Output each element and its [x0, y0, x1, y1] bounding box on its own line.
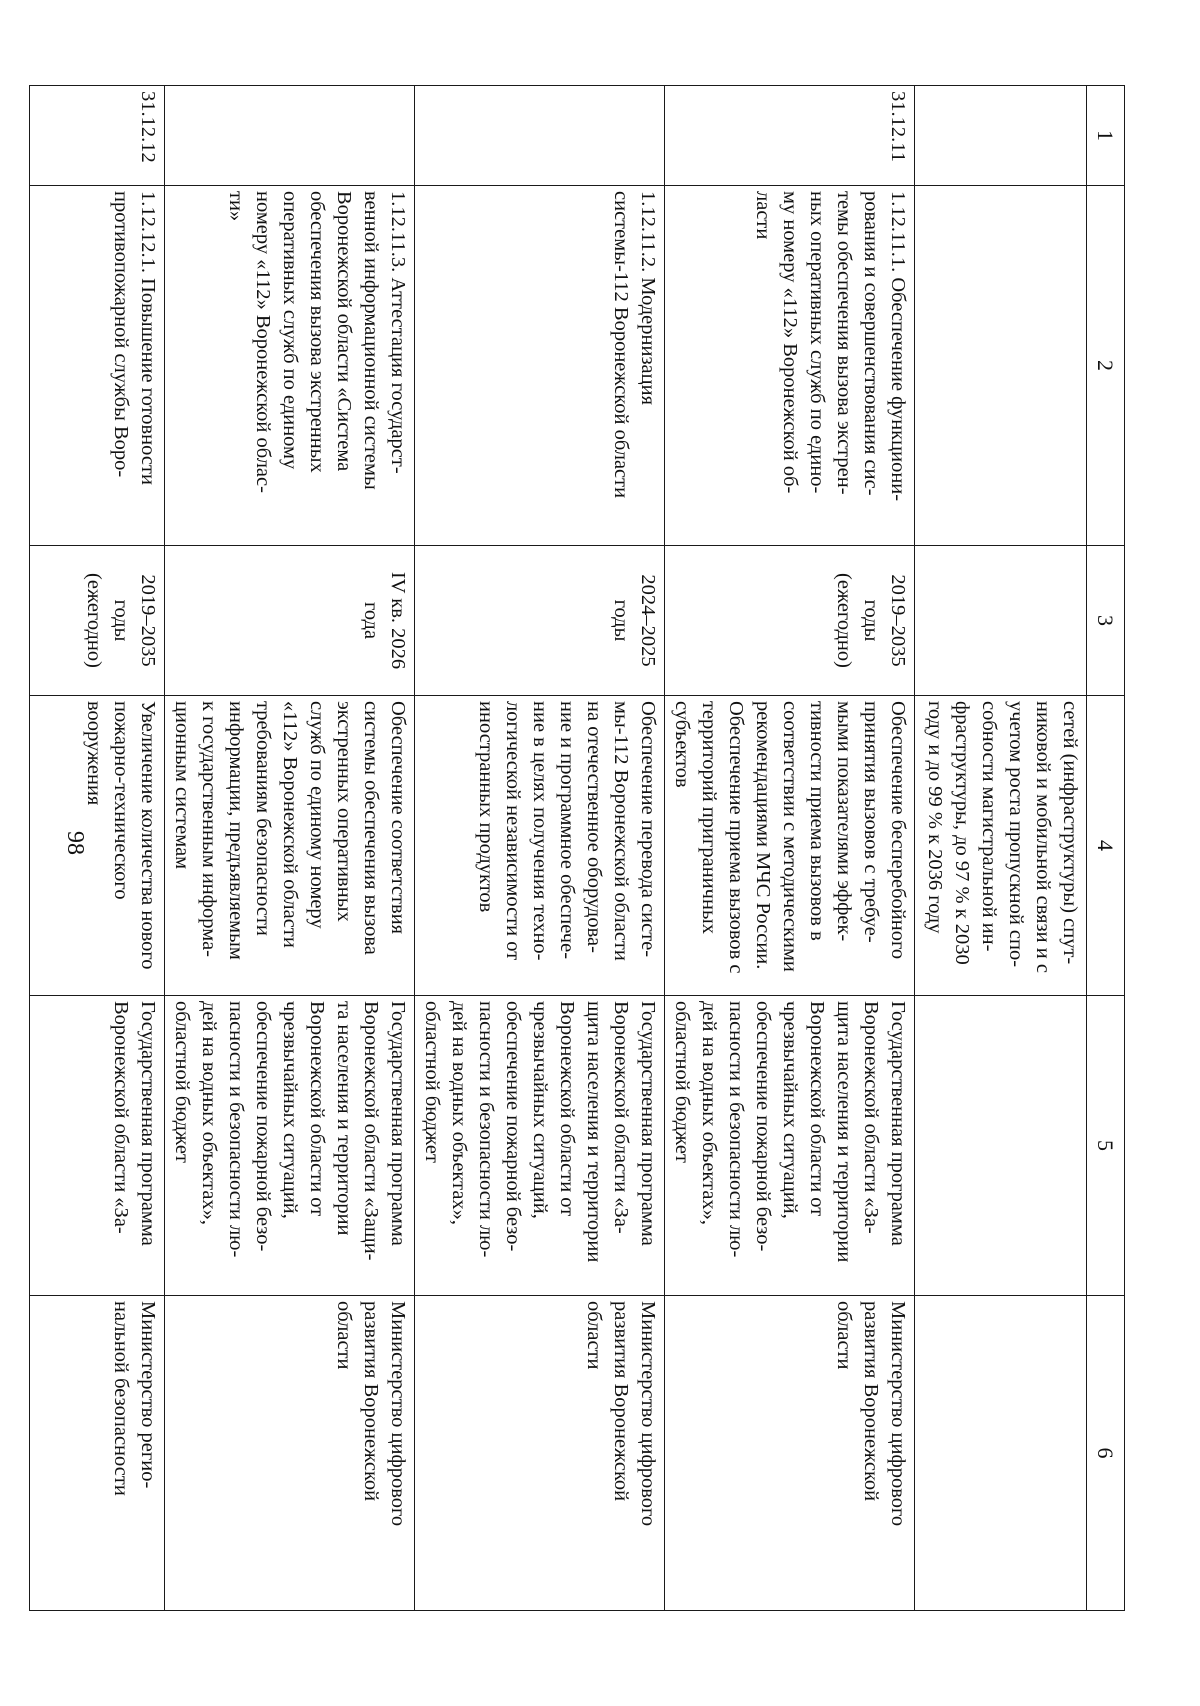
period-cell	[915, 546, 1087, 696]
column-number-6: 6	[1087, 1296, 1125, 1611]
page-number: 98	[62, 831, 88, 855]
period-cell: 2019–2035 годы (ежегодно)	[665, 546, 915, 696]
code-cell	[165, 86, 415, 186]
executor-cell	[915, 1296, 1087, 1611]
result-cell: Обеспечение перевода систе- мы-112 Воронежской области на отечественное оборудова- ние и программное обеспече- ние в целях получения техно- логической независимости от иностранных продуктов	[415, 696, 665, 996]
code-cell	[915, 86, 1087, 186]
executor-cell: Министерство цифрового развития Воронежской области	[665, 1296, 915, 1611]
result-cell: сетей (инфраструктуры) спут- никовой и мобильной связи и с учетом роста пропускной спо- собности магистральной ин- фраструктуры, до 97 % к 2030 году и до 99 % к 2036 году	[915, 696, 1087, 996]
program-cell: Государственная программа Воронежской области «За- щита населения и территории Воронежской области от чрезвычайных ситуаций, обеспечение пожарной безо- пасности и безопасности лю- дей на водных объектах», областной бюджет	[415, 996, 665, 1296]
measure-cell: 1.12.11.1. Обеспечение функциони- рования и совершенствования сис- темы обеспечения вызова экстрен- ных оперативных служб по едино- му номеру «112» Воронежской об- ласти	[665, 186, 915, 546]
column-number-5: 5	[1087, 996, 1125, 1296]
column-number-1: 1	[1087, 86, 1125, 186]
table-row	[665, 86, 915, 1611]
measure-cell	[915, 186, 1087, 546]
table-row	[915, 86, 1087, 1611]
measure-cell: 1.12.12.1. Повышение готовности противопожарной службы Воро-	[30, 186, 165, 546]
column-number-3: 3	[1087, 546, 1125, 696]
executor-cell: Министерство цифрового развития Воронежской области	[165, 1296, 415, 1611]
result-cell: Увеличение количества нового пожарно-технического вооружения	[30, 696, 165, 996]
program-cell: Государственная программа Воронежской области «Защи- та населения и территории Воронежской области от чрезвычайных ситуаций, обеспечение пожарной безо- пасности и безопасности лю- дей на водных объектах», областной бюджет	[165, 996, 415, 1296]
executor-cell: Министерство цифрового развития Воронежской области	[415, 1296, 665, 1611]
result-cell: Обеспечение соответствия системы обеспечения вызова экстренных оперативных служб по единому номеру «112» Воронежской области требованиям безопасности информации, предъявляемым к государственным информа- ционным системам	[165, 696, 415, 996]
executor-cell: Министерство регио- нальной безопасности	[30, 1296, 165, 1611]
column-number-4: 4	[1087, 696, 1125, 996]
program-cell: Государственная программа Воронежской области «За-	[30, 996, 165, 1296]
table-row	[415, 86, 665, 1611]
period-cell: 2019–2035 годы (ежегодно)	[30, 546, 165, 696]
measure-cell: 1.12.11.2. Модернизация системы-112 Воронежской области	[415, 186, 665, 546]
code-cell	[415, 86, 665, 186]
table-row	[30, 86, 165, 1611]
result-cell: Обеспечение бесперебойного принятия вызовов с требуе- мыми показателями эффек- тивности приема вызовов в соответствии с методическими рекомендациями МЧС России. Обеспечение приема вызовов с территорий приграничных субъектов	[665, 696, 915, 996]
header-row	[1087, 86, 1125, 1611]
column-number-2: 2	[1087, 186, 1125, 546]
table-row	[165, 86, 415, 1611]
program-cell: Государственная программа Воронежской области «За- щита населения и территории Воронежской области от чрезвычайных ситуаций, обеспечение пожарной безо- пасности и безопасности лю- дей на водных объектах», областной бюджет	[665, 996, 915, 1296]
code-cell: 31.12.12	[30, 86, 165, 186]
period-cell: 2024–2025 годы	[415, 546, 665, 696]
rotated-table-container	[83, 85, 1125, 1610]
program-cell	[915, 996, 1087, 1296]
period-cell: IV кв. 2026 года	[165, 546, 415, 696]
plan-table	[29, 85, 1125, 1611]
measure-cell: 1.12.11.3. Аттестация государст- венной информационной системы Воронежской области «Система обеспечения вызова экстренных оперативных служб по единому номеру «112» Воронежской облас- ти»	[165, 186, 415, 546]
code-cell: 31.12.11	[665, 86, 915, 186]
